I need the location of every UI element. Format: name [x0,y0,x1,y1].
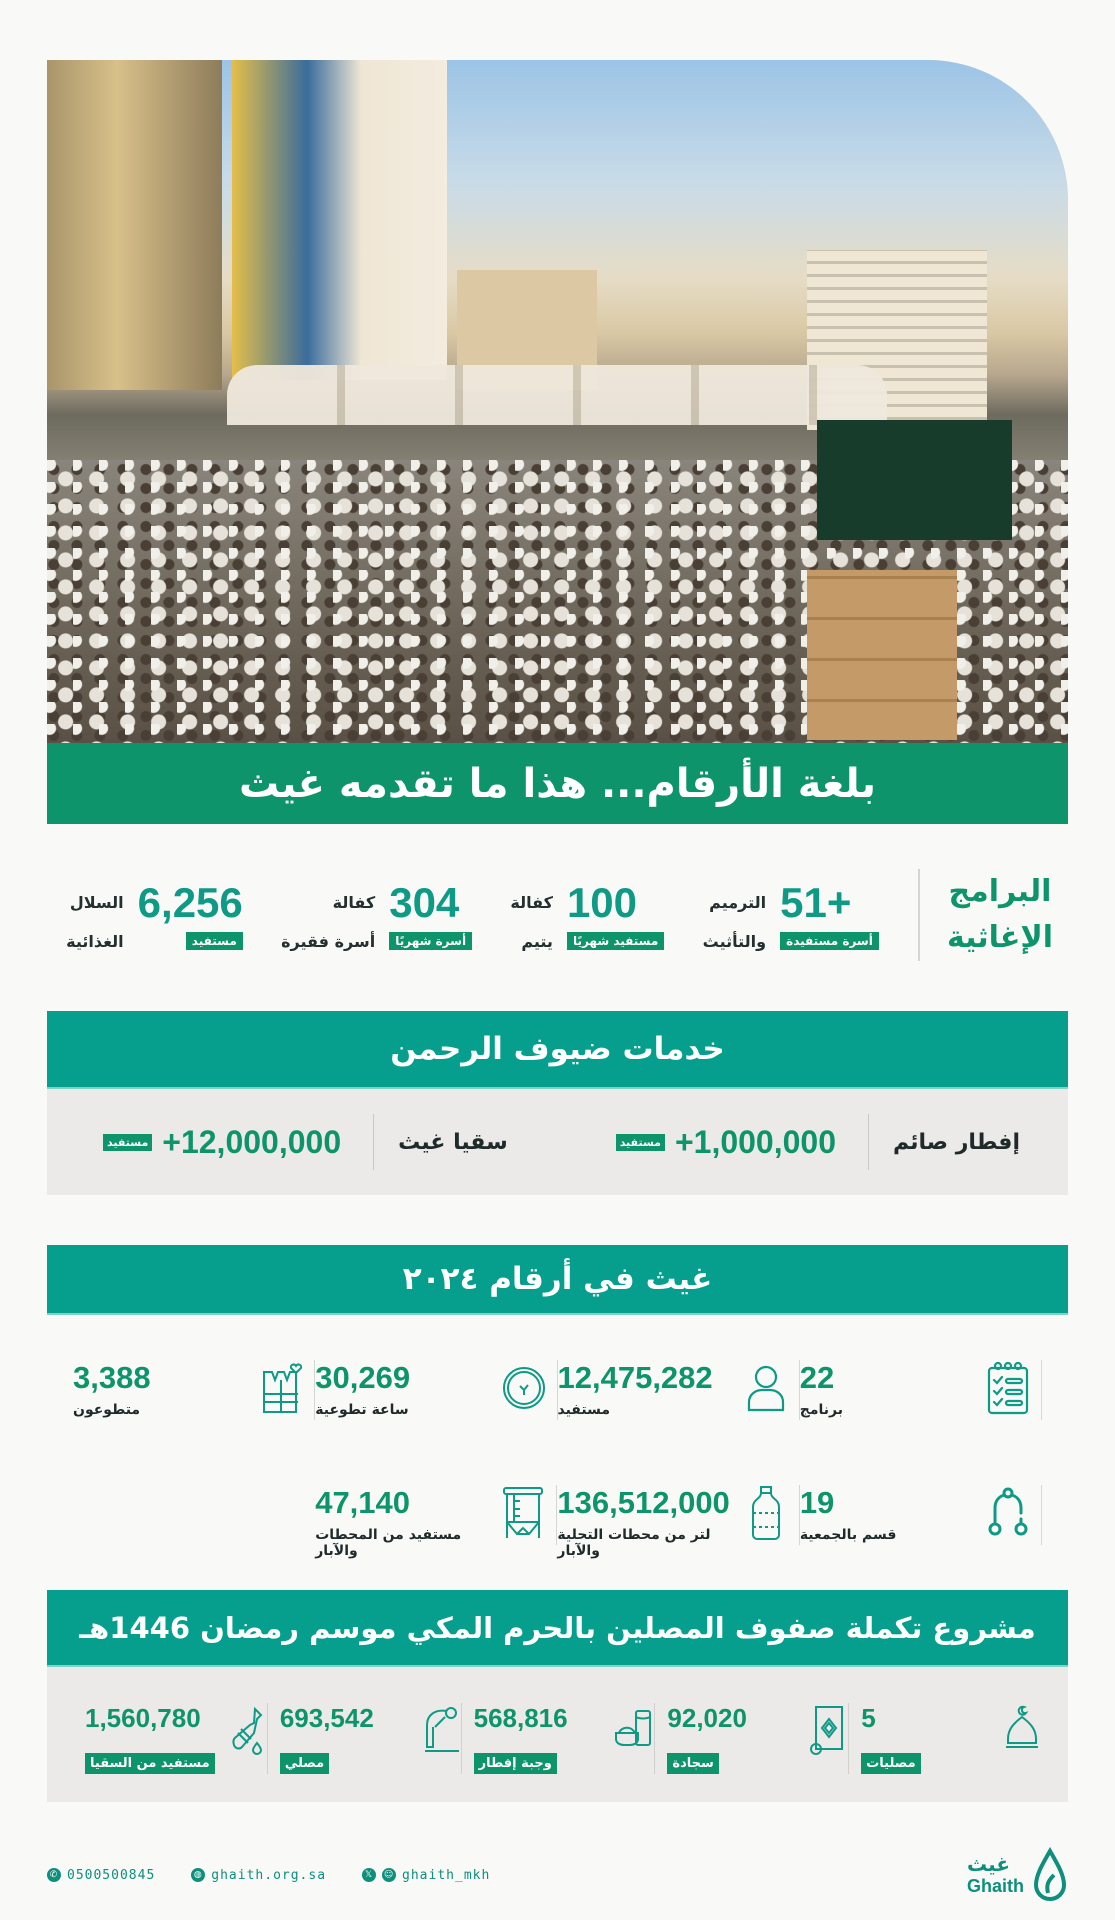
volunteer-vest-icon [259,1360,315,1420]
relief-value: 304 [389,878,460,926]
stat-label: متطوعون [73,1402,141,1418]
stat-item [800,1360,1042,1420]
prayer-rug-icon [808,1703,848,1759]
clock-icon [502,1360,558,1420]
photo-canopy [227,365,887,425]
project-value: 5 [861,1703,876,1733]
project-item [73,1703,267,1774]
service-value-group [596,1124,856,1161]
hero-photo [47,60,1068,743]
service-value-group [83,1124,361,1161]
relief-title-line: الإغاثية [946,920,1054,955]
social-contact[interactable] [362,1868,490,1883]
service-tag: مستفيد [616,1134,665,1151]
x-icon: 𝕏 [362,1868,376,1882]
project-value: 1,560,780 [85,1703,201,1733]
services-heading: خدمات ضيوف الرحمن [390,1031,725,1067]
photo-booth [817,420,1012,540]
project-item [848,1703,1042,1774]
person-icon [744,1360,800,1420]
stat-item [558,1360,800,1420]
water-bottle-icon [227,1703,267,1759]
project-tag: وجبة إفطار [474,1753,557,1774]
relief-badge: مستفيد شهريًا [567,932,664,950]
ramadan-project-header [47,1590,1068,1667]
relief-title [918,869,1068,961]
services-panel [47,1089,1068,1195]
project-tag: مصليات [861,1753,920,1774]
stat-value: 47,140 [315,1485,411,1520]
relief-caption: الغذائية [66,931,124,951]
project-value: 92,020 [667,1703,747,1733]
ramadan-project-panel [47,1667,1068,1802]
checklist-icon [986,1360,1042,1420]
divider [373,1114,374,1170]
project-tag: مصلي [280,1753,329,1774]
project-item [461,1703,655,1774]
project-value: 568,816 [473,1703,568,1733]
stat-value: 3,388 [73,1360,151,1395]
phone-number[interactable]: 0500500845 [67,1867,156,1883]
relief-badge: أسرة شهريًا [389,932,472,950]
service-label: إفطار صائم [893,1129,1020,1155]
stat-label: قسم بالجمعية [799,1527,897,1543]
photo-building [232,60,447,380]
numbers-2024-heading: غيث في أرقام ٢٠٢٤ [402,1261,713,1297]
mosque-dome-icon [1002,1703,1042,1759]
stat-value: 136,512,000 [557,1485,730,1520]
hero-title: بلغة الأرقام... هذا ما تقدمه غيث [239,760,876,807]
relief-item [281,880,472,951]
relief-value: 51+ [780,878,852,926]
website-contact[interactable] [191,1868,326,1883]
relief-caption: والتأثيث [702,931,767,951]
stat-value: 30,269 [315,1360,411,1395]
stat-item [315,1485,557,1559]
relief-badge: مستفيد [186,932,243,950]
project-value: 693,542 [279,1703,374,1733]
phone-icon: ✆ [47,1868,61,1882]
social-handle[interactable]: ghaith_mkh [402,1867,491,1883]
stat-item [800,1485,1042,1559]
photo-building [47,60,222,390]
stat-value: 12,475,282 [557,1360,713,1395]
numbers-2024-row2 [47,1485,1068,1559]
relief-programs [47,860,1068,970]
relief-caption: الترميم [709,893,767,912]
hero-title-band [47,743,1068,824]
relief-badge: أسرة مستفيدة [780,932,879,950]
service-value: +1,000,000 [674,1123,836,1160]
numbers-2024-header [47,1245,1068,1315]
stat-item [315,1360,557,1420]
stat-item [557,1485,799,1559]
services-header [47,1011,1068,1089]
footer [47,1850,1068,1900]
project-tag: سجادة [667,1753,718,1774]
stat-value: 19 [799,1485,835,1520]
logo-text-en: Ghaith [967,1876,1024,1896]
phone-contact[interactable] [47,1868,155,1883]
globe-icon: ◍ [191,1868,205,1882]
relief-caption: أسرة فقيرة [281,931,376,951]
relief-item [510,880,664,951]
numbers-2024-row1 [47,1360,1068,1420]
water-jug-icon [744,1485,800,1545]
stat-item [73,1360,315,1420]
relief-caption: كفالة [332,893,376,912]
stat-label: برنامج [799,1402,843,1418]
website-link[interactable]: ghaith.org.sa [211,1867,327,1883]
project-item [654,1703,848,1774]
divider [868,1114,869,1170]
relief-caption: كفالة [510,893,553,912]
ramadan-project-heading: مشروع تكملة صفوف المصلين بالحرم المكي موسم رمضان 1446هـ [79,1610,1036,1645]
water-tank-icon [501,1485,557,1545]
relief-value: 6,256 [137,878,243,926]
photo-boxes [807,570,957,740]
stat-value: 22 [799,1360,835,1395]
relief-caption: السلال [69,893,124,912]
relief-title-line: البرامج [948,874,1052,909]
stat-label: لتر من محطات التحلية والآبار [557,1527,711,1559]
branches-icon [986,1485,1042,1545]
project-item [267,1703,461,1774]
relief-caption: يتيم [521,931,553,951]
praying-person-icon [421,1703,461,1759]
iftar-meal-icon [614,1703,654,1759]
service-tag: مستفيد [103,1134,152,1151]
ghaith-logo [967,1847,1068,1903]
stat-label: مستفيد [557,1402,611,1418]
service-label: سقيا غيث [398,1129,508,1155]
stat-label: ساعة تطوعية [315,1402,409,1418]
logo-text-ar: غيث [967,1852,1010,1876]
stat-label: مستفيد من المحطات والآبار [315,1527,462,1559]
relief-item [703,880,879,951]
water-drop-logo-icon [1032,1847,1068,1903]
project-tag: مستفيد من السقيا [85,1753,215,1774]
relief-item [66,880,243,951]
service-value: +12,000,000 [162,1123,342,1160]
relief-value: 100 [566,878,638,926]
snapchat-icon: ☺ [383,1870,395,1880]
